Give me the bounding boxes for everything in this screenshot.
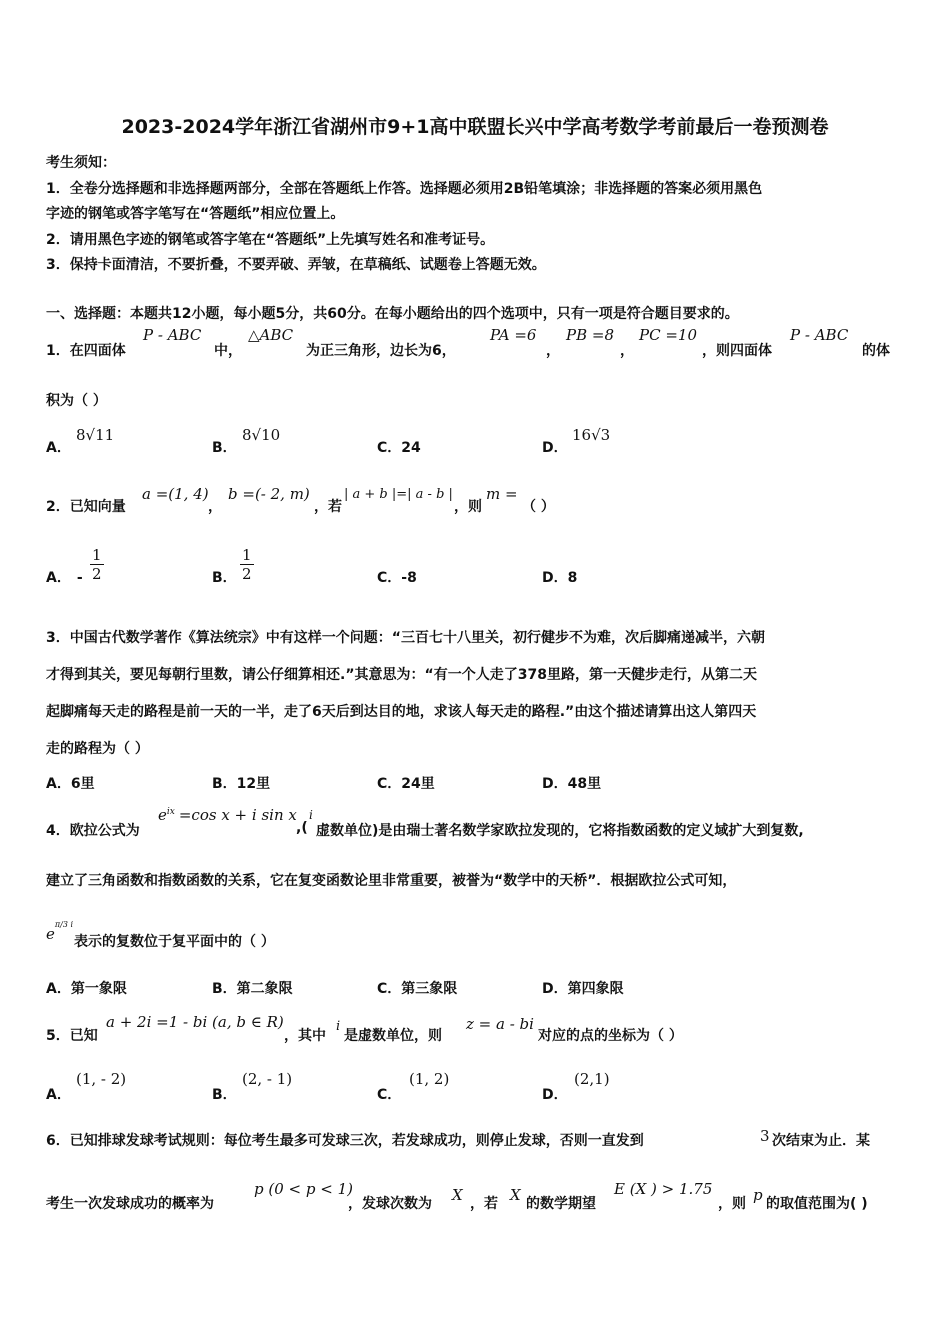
q5-text-2: ，其中 xyxy=(284,1028,326,1044)
q6-text-2: 次结束为止．某 xyxy=(772,1133,870,1149)
q1-text-5: 的体 xyxy=(862,343,890,359)
q1-math-pa: PA =6 xyxy=(490,326,537,344)
q2-math-a: a =(1, 4) xyxy=(142,485,209,503)
q1-option-d[interactable]: D． xyxy=(542,440,568,456)
q6-text-3: 考生一次发球成功的概率为 xyxy=(46,1196,214,1212)
q6-math-expectation: E (X ) > 1.75 xyxy=(614,1180,713,1198)
q3-option-c[interactable]: C．24里 xyxy=(377,776,435,792)
q5-option-c[interactable]: C． xyxy=(377,1087,402,1103)
q5-math-z: z = a - bi xyxy=(466,1015,534,1033)
q1-comma-1: ， xyxy=(546,343,560,359)
section-heading: 一、选择题：本题共12小题，每小题5分，共60分。在每小题给出的四个选项中，只有一项是符合题目要求的。 xyxy=(46,306,739,322)
page-title: 2023-2024学年浙江省湖州市9+1高中联盟长兴中学高考数学考前最后一卷预测卷 xyxy=(121,116,829,138)
q6-text-1: 6．已知排球发球考试规则：每位考生最多可发球三次，若发球成功，则停止发球，否则一直发到 xyxy=(46,1133,644,1149)
q1-option-b-value: 8√10 xyxy=(242,426,281,444)
q6-math-x: X xyxy=(452,1186,463,1204)
q1-option-a-value: 8√11 xyxy=(76,426,115,444)
q5-option-a-value: (1, - 2) xyxy=(76,1070,127,1088)
q4-option-c[interactable]: C．第三象限 xyxy=(377,981,458,997)
q4-text-2: ,( xyxy=(296,820,308,836)
q4-option-d[interactable]: D．第四象限 xyxy=(542,981,624,997)
q1-text-4: ，则四面体 xyxy=(702,343,772,359)
q2-option-a[interactable]: A． - xyxy=(46,570,83,586)
q2-option-d[interactable]: D．8 xyxy=(542,570,578,586)
q5-text-1: 5．已知 xyxy=(46,1028,98,1044)
q2-text-4: （ ） xyxy=(522,499,555,515)
q5-option-d-value: (2,1) xyxy=(574,1070,610,1088)
q6-text-4: ，发球次数为 xyxy=(348,1196,432,1212)
q2-math-b: b =(- 2, m) xyxy=(228,485,310,503)
q1-comma-2: ， xyxy=(620,343,634,359)
q1-text-6: 积为（ ） xyxy=(46,393,107,409)
q1-option-c[interactable]: C．24 xyxy=(377,440,421,456)
q5-option-d[interactable]: D． xyxy=(542,1087,568,1103)
q4-math-e-pi-3: $e^{\pi/3 i}$ xyxy=(46,920,74,943)
q6-math-3: 3 xyxy=(760,1127,770,1145)
notice-line-2: 2．请用黑色字迹的钢笔或答字笔在“答题纸”上先填写姓名和准考证号。 xyxy=(46,232,495,248)
q5-option-a[interactable]: A． xyxy=(46,1087,71,1103)
q5-math-equation: a + 2i =1 - bi (a, b ∈ R) xyxy=(106,1013,284,1031)
q5-option-c-value: (1, 2) xyxy=(409,1070,450,1088)
q4-text-1: 4．欧拉公式为 xyxy=(46,823,140,839)
q5-text-3: 是虚数单位，则 xyxy=(344,1028,442,1044)
q1-option-a[interactable]: A． xyxy=(46,440,71,456)
q5-math-i: i xyxy=(336,1019,341,1034)
q5-text-4: 对应的点的坐标为（ ） xyxy=(538,1028,683,1044)
q3-line-4: 走的路程为（ ） xyxy=(46,741,149,757)
notice-line-3: 3．保持卡面清洁，不要折叠，不要弄破、弄皱，在草稿纸、试题卷上答题无效。 xyxy=(46,257,546,273)
q3-option-d[interactable]: D．48里 xyxy=(542,776,602,792)
q2-option-b-fraction: $\frac{1}{2}$ xyxy=(242,546,252,583)
q2-math-m: m = xyxy=(486,485,518,503)
q1-option-b[interactable]: B． xyxy=(212,440,237,456)
q2-option-a-fraction: $\frac{1}{2}$ xyxy=(92,546,102,583)
q6-text-5: ，若 xyxy=(470,1196,498,1212)
q3-line-3: 起脚痛每天走的路程是前一天的一半，走了6天后到达目的地，求该人每天走的路程.”由这个描述请算出这人第四天 xyxy=(46,704,757,720)
q6-math-p: p xyxy=(753,1186,763,1204)
q4-math-i: i xyxy=(309,808,313,822)
q2-text-2: ，若 xyxy=(314,499,342,515)
q6-text-8: 的取值范围为( ) xyxy=(766,1196,868,1212)
q6-math-p-range: p (0 < p < 1) xyxy=(254,1180,353,1198)
q3-line-2: 才得到其关，要见每朝行里数，请公仔细算相还.”其意思为：“有一个人走了378里路，第一天健步走行，从第二天 xyxy=(46,667,757,683)
q4-option-b[interactable]: B．第二象限 xyxy=(212,981,293,997)
q2-option-b[interactable]: B． xyxy=(212,570,237,586)
q6-text-7: ，则 xyxy=(718,1196,746,1212)
q4-text-3: 虚数单位)是由瑞士著名数学家欧拉发现的，它将指数函数的定义域扩大到复数, xyxy=(316,823,804,839)
q4-line-2: 建立了三角函数和指数函数的关系，它在复变函数论里非常重要，被誉为“数学中的天桥”．根据欧拉公式可知， xyxy=(46,873,737,889)
q4-line-3: 表示的复数位于复平面中的（ ） xyxy=(74,934,275,950)
q1-text-1: 1．在四面体 xyxy=(46,343,126,359)
q1-math-pc: PC =10 xyxy=(639,326,697,344)
q4-math-euler: $e^{ix} =\cos$ x + i sin x xyxy=(158,806,297,824)
q2-comma: ， xyxy=(208,499,222,515)
q3-option-b[interactable]: B．12里 xyxy=(212,776,271,792)
q1-text-2: 中， xyxy=(214,343,242,359)
q3-line-1: 3．中国古代数学著作《算法统宗》中有这样一个问题：“三百七十八里关，初行健步不为难，次后脚痛递减半，六朝 xyxy=(46,630,765,646)
q4-option-a[interactable]: A．第一象限 xyxy=(46,981,127,997)
q1-math-tetra-2: P - ABC xyxy=(790,326,849,344)
q1-text-3: 为正三角形，边长为6， xyxy=(306,343,456,359)
q6-text-6: 的数学期望 xyxy=(526,1196,596,1212)
q1-math-tetra: P - ABC xyxy=(143,326,202,344)
notice-line-1a: 1．全卷分选择题和非选择题两部分，全部在答题纸上作答。选择题必须用2B铅笔填涂；非选择题的答案必须用黑色 xyxy=(46,181,763,197)
notice-line-1b: 字迹的钢笔或答字笔写在“答题纸”相应位置上。 xyxy=(46,206,345,222)
notice-heading: 考生须知： xyxy=(46,155,116,171)
q5-option-b-value: (2, - 1) xyxy=(242,1070,293,1088)
q6-math-x-2: X xyxy=(510,1186,521,1204)
q1-math-pb: PB =8 xyxy=(566,326,614,344)
q3-option-a[interactable]: A．6里 xyxy=(46,776,95,792)
q5-option-b[interactable]: B． xyxy=(212,1087,237,1103)
q2-text-3: ，则 xyxy=(454,499,482,515)
q1-option-d-value: 16√3 xyxy=(572,426,611,444)
q2-text-1: 2．已知向量 xyxy=(46,499,126,515)
q2-option-c[interactable]: C．-8 xyxy=(377,570,417,586)
q1-math-triangle: △ABC xyxy=(248,326,294,344)
q2-math-condition: | a + b |=| a - b | xyxy=(344,487,453,502)
